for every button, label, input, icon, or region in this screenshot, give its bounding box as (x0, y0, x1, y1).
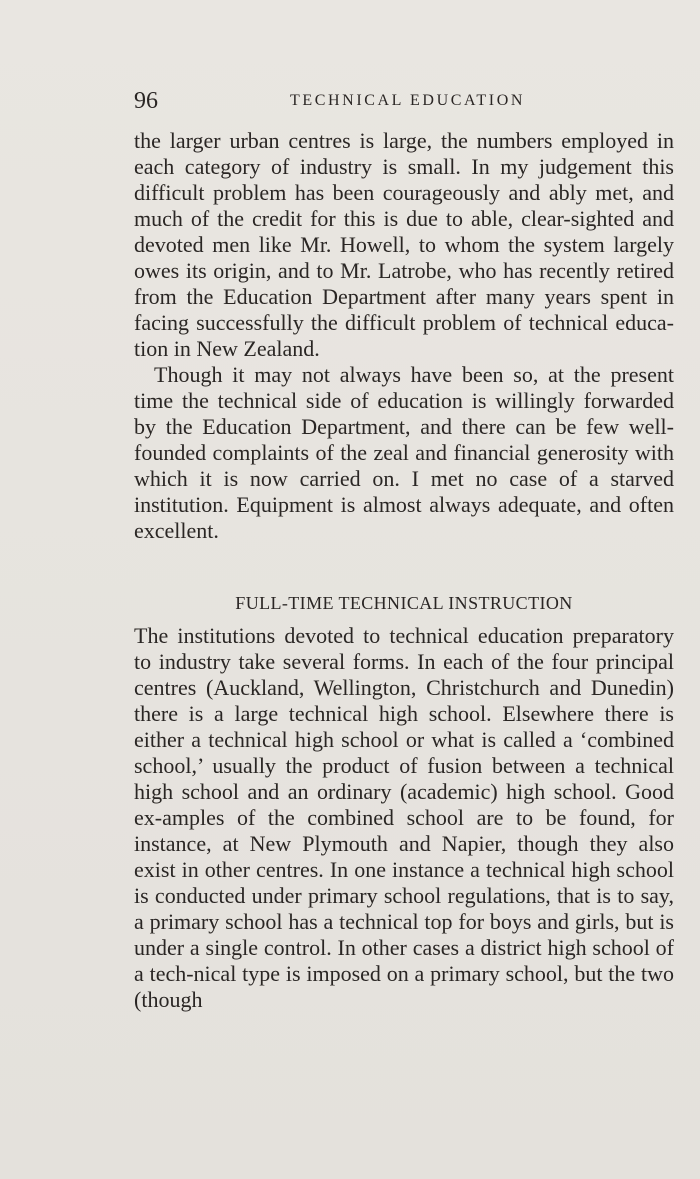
page-number: 96 (134, 88, 158, 114)
running-title: TECHNICAL EDUCATION (290, 92, 526, 109)
running-head (134, 86, 674, 116)
section-heading: FULL-TIME TECHNICAL INSTRUCTION (235, 593, 573, 613)
body-text-section (134, 623, 674, 1013)
body-text-top (134, 128, 674, 544)
paragraph-continued: the larger urban centres is large, the numbers employed in each category of industry is small. In my judgement this difficult problem has been courageously and ably met, and much of the credit for this is due to able, clear-sighted and devoted men like Mr. Howell, to whom the system largely owes its origin, and to Mr. Latrobe, who has recently retired from the Education Department after many years spent in facing successfully the difficult problem of technical educa-tion in New Zealand. (134, 128, 674, 361)
paragraph: Though it may not always have been so, at the present time the technical side of education is willingly forwarded by the Education Department, and there can be few well-founded complaints of the zeal and financial generosity with which it is now carried on. I met no case of a starved institution. Equipment is almost always adequate, and often excellent. (134, 362, 674, 543)
paragraph: The institutions devoted to technical education preparatory to industry take several forms. In each of the four principal centres (Auckland, Wellington, Christchurch and Dunedin) there is a large technical high school. Elsewhere there is either a technical high school or what is called a ‘combined school,’ usually the product of fusion between a technical high school and an ordinary (academic) high school. Good ex-amples of the combined school are to be found, for instance, at New Plymouth and Napier, though they also exist in other centres. In one instance a technical high school is conducted under primary school regulations, that is to say, a primary school has a technical top for boys and girls, but is under a single control. In other cases a district high school of a tech-nical type is imposed on a primary school, but the two (though (134, 623, 674, 1012)
